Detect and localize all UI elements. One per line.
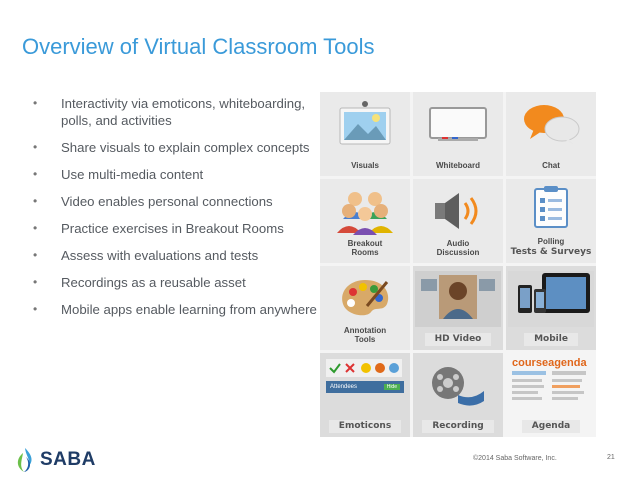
mobile-devices-photo (506, 270, 596, 328)
attendees-label: Attendees (330, 384, 358, 390)
emoticons-toolbar-photo (320, 355, 410, 415)
hide-badge: Hide (384, 384, 400, 390)
whiteboard-icon (413, 98, 503, 150)
tile-annotation-tools (320, 266, 410, 350)
bullet-list (33, 95, 323, 328)
tile-label: Chat (542, 161, 560, 170)
tile-visuals (320, 92, 410, 176)
tile-mobile (506, 266, 596, 350)
chat-bubbles-icon (506, 98, 596, 150)
bullet-item: • Interactivity via emoticons, whiteboarding, polls, and activities (33, 95, 323, 129)
tile-label: Breakout Rooms (347, 239, 383, 257)
tile-hd-video (413, 266, 503, 350)
people-group-icon (320, 185, 410, 237)
tile-breakout-rooms (320, 179, 410, 263)
tile-agenda (506, 353, 596, 437)
copyright-text: ©2014 Saba Software, Inc. (473, 455, 557, 462)
bullet-item: • Video enables personal connections (33, 193, 323, 210)
tile-sublabel: Tests & Surveys (510, 247, 592, 257)
bullet-item: • Use multi-media content (33, 166, 323, 183)
logo-wordmark: SABA (40, 449, 96, 470)
tile-label: Emoticons (329, 420, 401, 433)
tile-audio-discussion (413, 179, 503, 263)
palette-icon (320, 272, 410, 324)
attendees-bar (326, 381, 404, 393)
tile-label: Mobile (524, 333, 578, 346)
bullet-item: • Practice exercises in Breakout Rooms (33, 220, 323, 237)
tile-label: Agenda (522, 420, 580, 433)
tools-grid (320, 92, 596, 437)
tile-label: Audio Discussion (436, 239, 480, 257)
tile-whiteboard (413, 92, 503, 176)
bullet-item: • Recordings as a reusable asset (33, 274, 323, 291)
tile-label: Polling (537, 237, 565, 246)
slide-title: Overview of Virtual Classroom Tools (22, 34, 375, 59)
tile-label: Whiteboard (436, 161, 480, 170)
tile-emoticons (320, 353, 410, 437)
tile-chat (506, 92, 596, 176)
film-reel-icon (413, 357, 503, 415)
picture-icon (320, 98, 410, 150)
page-number: 21 (607, 454, 615, 461)
saba-flame-icon (14, 447, 36, 473)
bullet-item: • Share visuals to explain complex concepts (33, 139, 323, 156)
tile-label: Recording (422, 420, 493, 433)
bullet-item: • Assess with evaluations and tests (33, 247, 323, 264)
tile-label: Visuals (351, 161, 379, 170)
agenda-brand: courseagenda (512, 357, 587, 369)
saba-logo (14, 447, 96, 473)
bullet-item: • Mobile apps enable learning from anywhere (33, 301, 323, 318)
tile-polling (506, 179, 596, 263)
clipboard-checklist-icon (506, 185, 596, 229)
speaker-icon (413, 185, 503, 237)
agenda-document-photo (506, 355, 596, 415)
tile-recording (413, 353, 503, 437)
tile-label: Annotation Tools (343, 326, 387, 344)
tile-label: HD Video (425, 333, 492, 346)
video-conference-photo (413, 270, 503, 328)
